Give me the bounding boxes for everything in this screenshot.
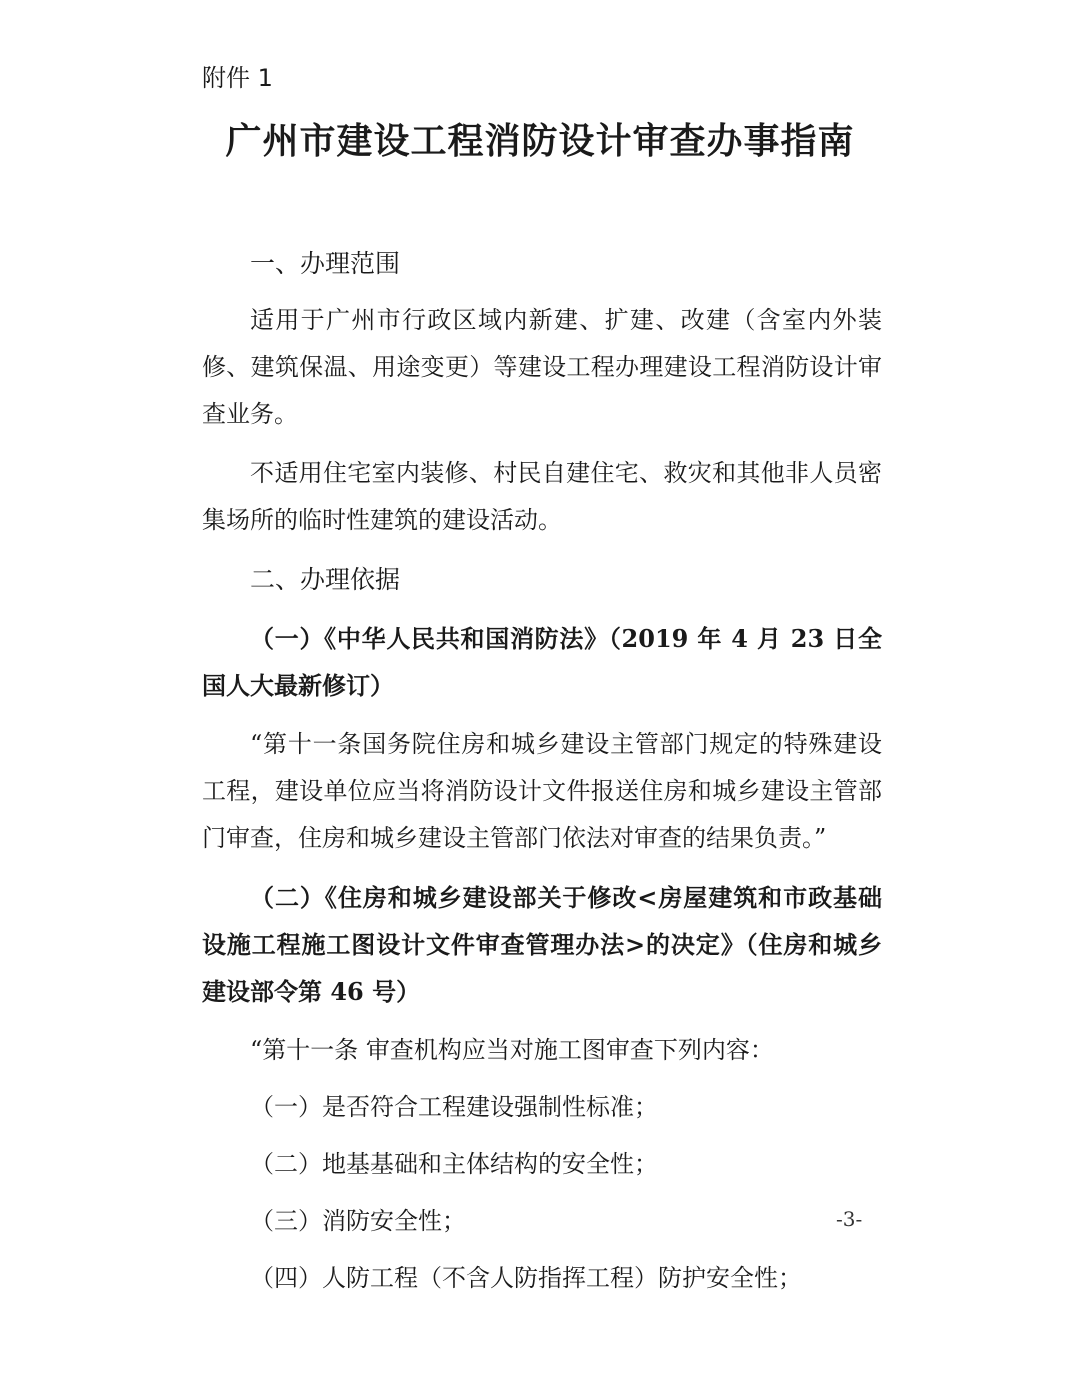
- law-quote-article-11: “第十一条国务院住房和城乡建设主管部门规定的特殊建设工程，建设单位应当将消防设计文件报送住房和城乡建设主管部门审查，住房和城乡建设主管部门依法对审查的结果负责。”: [202, 730, 882, 852]
- section-heading-basis: 二、办理依据: [250, 565, 401, 594]
- law-quote-review-content: “第十一条 审查机构应当对施工图审查下列内容：: [250, 1036, 774, 1064]
- document-body: [202, 240, 882, 1302]
- page-number: -3-: [836, 1207, 863, 1231]
- list-item: （一）是否符合工程建设强制性标准；: [250, 1093, 658, 1121]
- list-item: （二）地基基础和主体结构的安全性；: [250, 1150, 658, 1178]
- attachment-label: 附件 1: [202, 64, 273, 92]
- scope-paragraph-not-applicable: 不适用住宅室内装修、村民自建住宅、救灾和其他非人员密集场所的临时性建筑的建设活动。: [202, 459, 882, 534]
- scope-paragraph-applicable: 适用于广州市行政区域内新建、扩建、改建（含室内外装修、建筑保温、用途变更）等建设工程办理建设工程消防设计审查业务。: [202, 306, 882, 428]
- section-heading-scope: 一、办理范围: [250, 249, 401, 278]
- law-title-housing-ministry: （二）《住房和城乡建设部关于修改<房屋建筑和市政基础设施工程施工图设计文件审查管理办法>的决定》（住房和城乡建设部令第 46 号）: [202, 883, 882, 1006]
- list-item: （三）消防安全性；: [250, 1207, 466, 1235]
- law-title-fire-protection: （一）《中华人民共和国消防法》（2019 年 4 月 23 日全国人大最新修订）: [202, 624, 882, 700]
- list-item: （四）人防工程（不含人防指挥工程）防护安全性；: [250, 1264, 802, 1292]
- document-title: 广州市建设工程消防设计审查办事指南: [225, 121, 855, 162]
